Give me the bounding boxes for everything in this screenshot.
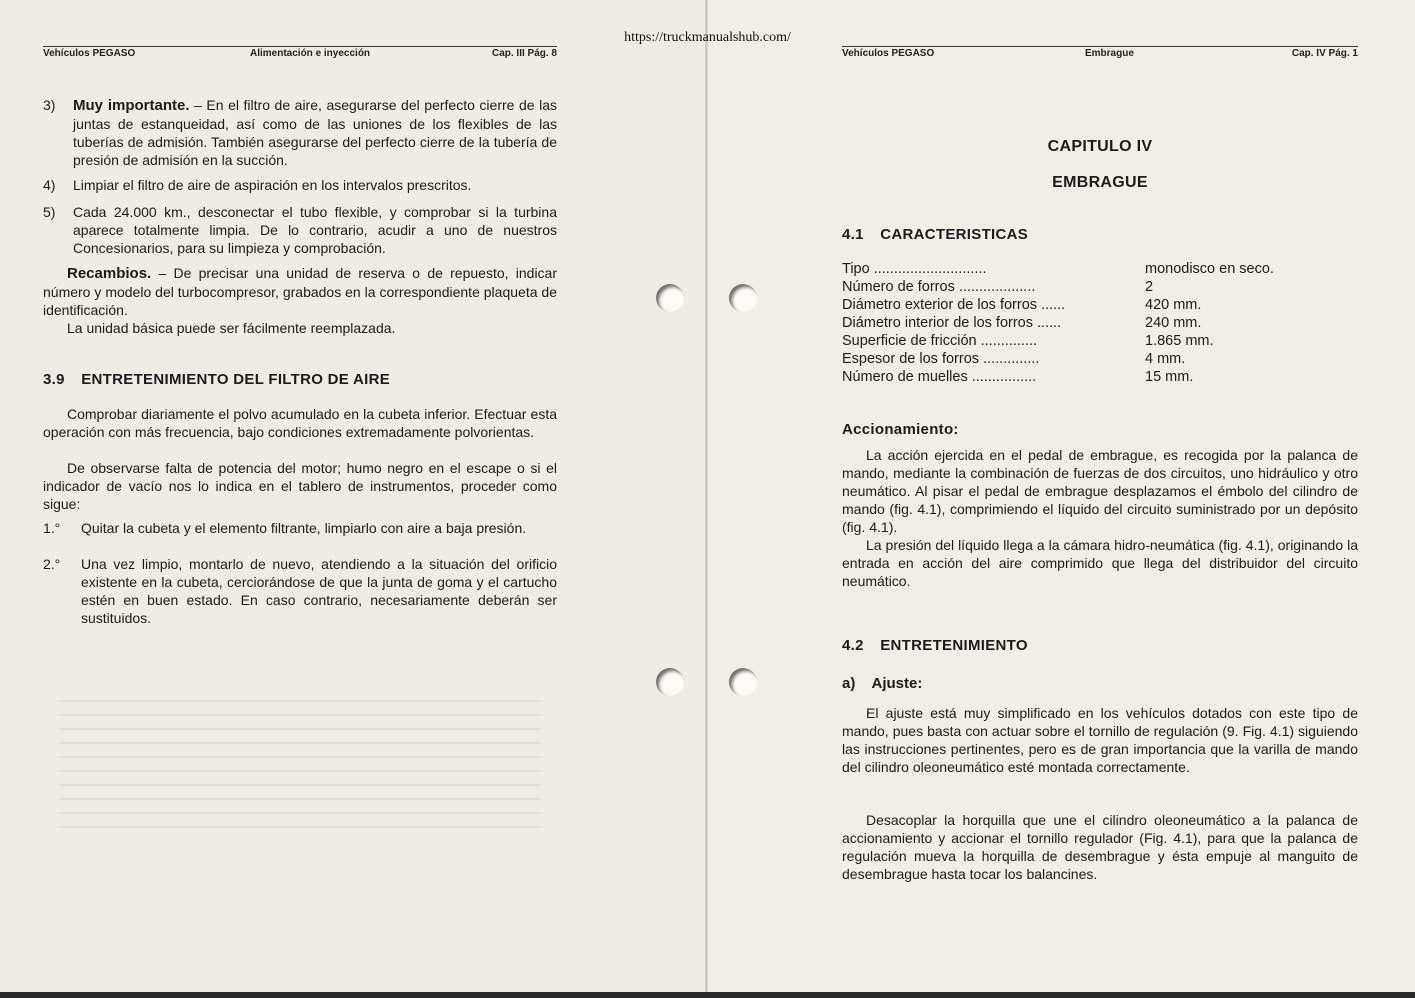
spec-row bbox=[842, 351, 1242, 369]
spec-value: 1.865 mm. bbox=[1145, 333, 1214, 349]
list-item bbox=[43, 176, 557, 194]
spec-row bbox=[842, 279, 1242, 297]
section-title: ENTRETENIMIENTO DEL FILTRO DE AIRE bbox=[81, 371, 391, 388]
spec-value: monodisco en seco. bbox=[1145, 261, 1274, 277]
section-title: ENTRETENIMIENTO bbox=[880, 637, 1028, 654]
spec-row bbox=[842, 333, 1242, 351]
item-number: 5) bbox=[43, 204, 56, 220]
spec-value: 240 mm. bbox=[1145, 315, 1202, 331]
item-body: – En el filtro de aire, asegurarse del perfecto cierre de las juntas de estanqueidad, así como de las uniones de los flexibles de las tuberías de admisión. También asegurarse del perfecto cierre de la tubería de presión de admisión en la succión. bbox=[73, 97, 557, 168]
binder-hole bbox=[656, 284, 684, 312]
spec-label: Número de muelles ................ bbox=[842, 369, 1037, 385]
binder-hole bbox=[729, 668, 757, 696]
spec-row bbox=[842, 297, 1242, 315]
step-number: 2.° bbox=[43, 556, 61, 572]
header-rule bbox=[43, 46, 557, 47]
right-page bbox=[707, 0, 1415, 998]
recambios-paragraph bbox=[43, 264, 557, 337]
list-item bbox=[43, 203, 557, 257]
spec-label: Tipo ............................ bbox=[842, 261, 987, 277]
header-section: Embrague bbox=[1085, 48, 1134, 59]
spec-label: Espesor de los forros .............. bbox=[842, 351, 1040, 367]
page-fold bbox=[705, 0, 708, 998]
paragraph: El ajuste está muy simplificado en los vehículos dotados con este tipo de mando, pues basta con actuar sobre el tornillo de regulación (9. Fig. 4.1) siguiendo las instrucciones pertinentes, pero es de gran importancia que la varilla de mando del cilindro oleoneumático esté montada correctamente. bbox=[842, 705, 1358, 775]
section-number: 4.1 bbox=[842, 226, 864, 243]
list-item bbox=[43, 96, 557, 168]
header-rule bbox=[842, 46, 1358, 47]
spec-value: 2 bbox=[1145, 279, 1154, 295]
source-url[interactable]: https://truckmanualshub.com/ bbox=[624, 30, 791, 45]
item-text bbox=[73, 96, 557, 169]
spec-label: Superficie de fricción .............. bbox=[842, 333, 1038, 349]
binder-hole bbox=[729, 284, 757, 312]
left-page bbox=[0, 0, 707, 998]
header-page-number: Cap. IV Pág. 1 bbox=[1291, 48, 1358, 59]
chapter-number: CAPITULO IV bbox=[1047, 138, 1153, 155]
header-page-number: Cap. III Pág. 8 bbox=[491, 48, 557, 59]
step-item bbox=[43, 555, 557, 627]
recambios-lead: Recambios. bbox=[67, 265, 152, 282]
subsection-heading bbox=[842, 675, 922, 692]
paragraph: Desacoplar la horquilla que une el cilindro oleoneumático a la palanca de accionamiento y accionar el tornillo regulador (Fig. 4.1), para que la palanca de regulación mueva la horquilla de desembrague y ésta empuje al manguito de desembrague hasta tocar los balancines. bbox=[842, 812, 1358, 882]
item-number: 3) bbox=[43, 97, 56, 113]
item-number: 4) bbox=[43, 177, 56, 193]
spec-label: Diámetro exterior de los forros ...... bbox=[842, 297, 1066, 313]
spec-value: 420 mm. bbox=[1145, 297, 1202, 313]
spec-value: 4 mm. bbox=[1145, 351, 1186, 367]
spec-value: 15 mm. bbox=[1145, 369, 1194, 385]
item-body: Limpiar el filtro de aire de aspiración en los intervalos prescritos. bbox=[73, 177, 472, 193]
paragraph: De observarse falta de potencia del motor; humo negro en el escape o si el indicador de vacío nos lo indica en el tablero de instrumentos, proceder como sigue: bbox=[43, 460, 557, 512]
paragraph: La presión del líquido llega a la cámara hidro-neumática (fig. 4.1), originando la entrada en acción del aire comprimido que llega del distribuidor del circuito neumático. bbox=[842, 537, 1358, 589]
right-page-header bbox=[842, 48, 1358, 64]
paragraph: La acción ejercida en el pedal de embrague, es recogida por la palanca de mando, mediante la combinación de fuerzas de dos circuitos, uno hidráulico y otro neumático. Al pisar el pedal de embrague desplazamos el émbolo del cilindro de mando (fig. 4.1), comprimiendo el líquido del circuito suministrado por un depósito (fig. 4.1). bbox=[842, 447, 1358, 535]
header-brand: Vehículos PEGASO bbox=[43, 48, 136, 59]
section-title: CARACTERISTICAS bbox=[880, 226, 1029, 243]
step-number: 1.° bbox=[43, 520, 61, 536]
paragraph: Comprobar diariamente el polvo acumulado en la cubeta inferior. Efectuar esta operación con más frecuencia, bajo condiciones extremadamente polvorientas. bbox=[43, 406, 557, 440]
step-text: Una vez limpio, montarlo de nuevo, atendiendo a la situación del orificio existente en la cubeta, cerciorándose de que la junta de goma y el cartucho estén en buen estado. En caso contrario, necesariamente deberán ser sustituidos. bbox=[81, 556, 557, 626]
subsection-title: Ajuste: bbox=[871, 675, 923, 692]
spec-row bbox=[842, 261, 1274, 279]
section-number: 4.2 bbox=[842, 637, 864, 654]
spec-row bbox=[842, 315, 1242, 333]
item-body: Cada 24.000 km., desconectar el tubo flexible, y comprobar si la turbina aparece totalmente limpia. De lo contrario, acudir a uno de nuestros Concesionarios, para su limpieza y comprobación. bbox=[73, 204, 557, 256]
recambios-note: La unidad básica puede ser fácilmente reemplazada. bbox=[67, 320, 396, 336]
item-lead: Muy importante. bbox=[73, 97, 190, 114]
binder-hole bbox=[656, 668, 684, 696]
spec-table bbox=[842, 261, 1274, 391]
step-item bbox=[43, 519, 557, 555]
spec-label: Diámetro interior de los forros ...... bbox=[842, 315, 1062, 331]
header-brand: Vehículos PEGASO bbox=[842, 48, 935, 59]
left-page-header bbox=[43, 48, 557, 64]
section-heading bbox=[842, 226, 1028, 243]
spec-row bbox=[842, 369, 1242, 387]
chapter-title: EMBRAGUE bbox=[1052, 174, 1148, 191]
spec-label: Número de forros ................... bbox=[842, 279, 1036, 295]
section-heading bbox=[43, 371, 390, 388]
section-number: 3.9 bbox=[43, 371, 65, 388]
scan-bottom-edge bbox=[0, 992, 1415, 998]
subsection-number: a) bbox=[842, 675, 856, 692]
header-section: Alimentación e inyección bbox=[250, 48, 371, 59]
bleed-through-texture bbox=[60, 700, 540, 840]
step-text: Quitar la cubeta y el elemento filtrante, limpiarlo con aire a baja presión. bbox=[81, 520, 527, 536]
section-heading bbox=[842, 637, 1028, 654]
subsection-heading: Accionamiento: bbox=[842, 421, 959, 438]
recambios-body: – De precisar una unidad de reserva o de repuesto, indicar número y modelo del turbocompresor, grabados en la correspondiente plaqueta de identificación. bbox=[43, 265, 557, 318]
